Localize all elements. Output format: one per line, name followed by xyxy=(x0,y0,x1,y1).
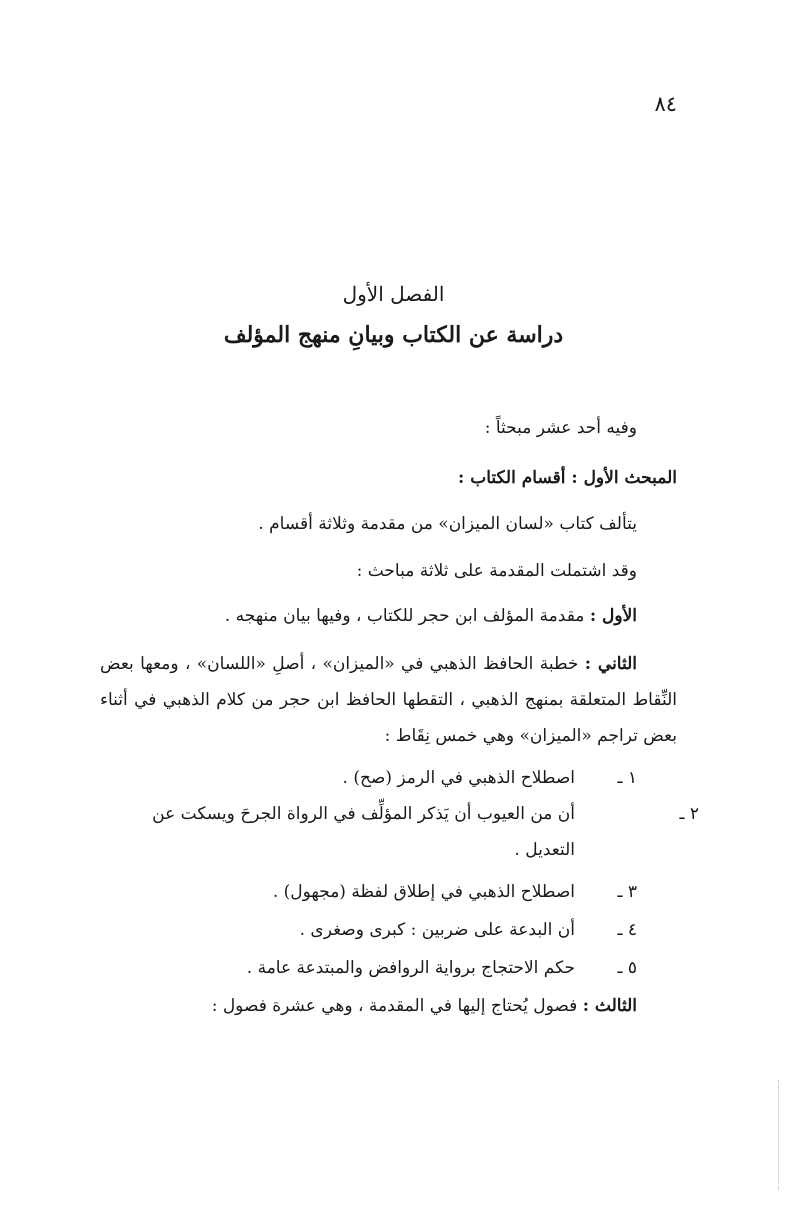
topic-third-text: فصول يُحتاج إليها في المقدمة ، وهي عشرة فصول : xyxy=(211,996,578,1016)
margin-dots xyxy=(778,1080,781,1190)
chapter-subtitle: دراسة عن الكتاب وبيانِ منهج المؤلف xyxy=(223,322,564,348)
list-item xyxy=(100,796,699,868)
paragraph-composition: يتألف كتاب «لسان الميزان» من مقدمة وثلاثة أقسام . xyxy=(258,514,637,534)
list-number: ٣ ـ xyxy=(617,882,637,902)
list-text: اصطلاح الذهبي في الرمز (صح) . xyxy=(342,768,575,788)
list-number: ٥ ـ xyxy=(617,958,637,978)
topic-second-label: الثاني : xyxy=(584,654,638,674)
list-text: أن من العيوب أن يَذكر المؤلِّف في الرواة الجرحَ ويسكت عن التعديل . xyxy=(152,804,575,860)
list-number: ١ ـ xyxy=(617,768,637,788)
paragraph-intro-topics: وقد اشتملت المقدمة على ثلاثة مباحث : xyxy=(356,561,637,581)
list-number: ٢ ـ xyxy=(679,804,699,824)
list-item xyxy=(100,912,637,948)
list-item xyxy=(100,950,637,986)
page-number: ٨٤ xyxy=(654,92,677,116)
list-text: حكم الاحتجاج برواية الروافض والمبتدعة عامة . xyxy=(246,958,575,978)
section-heading: المبحث الأول : أقسام الكتاب : xyxy=(458,468,677,488)
list-text: اصطلاح الذهبي في إطلاق لفظة (مجهول) . xyxy=(272,882,575,902)
topic-first xyxy=(225,606,637,626)
list-text: أن البدعة على ضربين : كبرى وصغرى . xyxy=(299,920,575,940)
topic-third-label: الثالث : xyxy=(582,996,637,1016)
topic-third xyxy=(212,996,637,1016)
chapter-title: الفصل الأول xyxy=(342,282,445,306)
list-item xyxy=(100,760,637,796)
intro-line: وفيه أحد عشر مبحثاً : xyxy=(484,418,637,438)
list-item xyxy=(100,874,637,910)
topic-first-label: الأول : xyxy=(589,606,637,626)
topic-second xyxy=(100,646,677,754)
list-number: ٤ ـ xyxy=(617,920,637,940)
topic-first-text: مقدمة المؤلف ابن حجر للكتاب ، وفيها بيان منهجه . xyxy=(224,606,585,626)
topic-second-text: خطبة الحافظ الذهبي في «الميزان» ، أصلِ «اللسان» ، ومعها بعض النِّقاط المتعلقة بمنهج الذهبي ، التقطها الحافظ ابن حجر من كلام الذهبي في أثناء بعض تراجم «الميزان» وهي خمس نِقَاط : xyxy=(100,654,677,746)
